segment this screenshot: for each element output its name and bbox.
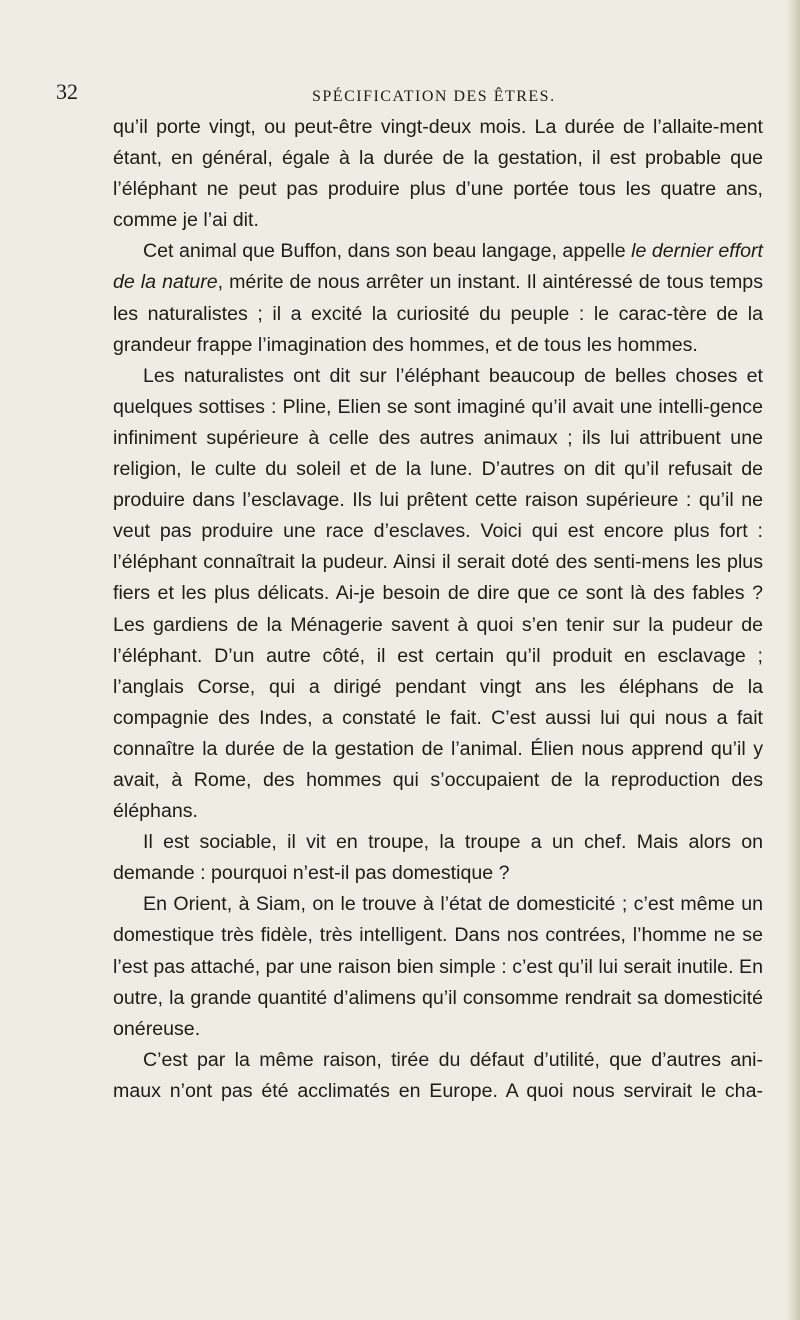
paragraph-3 bbox=[113, 361, 763, 827]
running-head: SPÉCIFICATION DES ÊTRES. bbox=[312, 88, 556, 105]
paragraph-2 bbox=[113, 236, 763, 360]
body-text bbox=[113, 112, 763, 1107]
paragraph-text: En Orient, à Siam, on le trouve à l’état de domesticité ; c’est même un domestique très fidèle, très intelligent. Dans nos contrées, l’homme ne se l’est pas attaché, par une raison bien simple : c’est qu’il lui serait inutile. En outre, la grande quantité d’alimens qu’il consomme rendrait sa domesticité onéreuse. bbox=[113, 893, 763, 1040]
paragraph-5 bbox=[113, 889, 763, 1044]
paragraph-text: , mérite de nous arrêter un instant. Il aintéressé de tous temps les naturalistes ; il a excité la curiosité du peuple : le carac-tère de la grandeur frappe l’imagination des hommes, et de tous les hommes. bbox=[113, 271, 763, 356]
paragraph-1 bbox=[113, 112, 763, 236]
page-edge-shadow bbox=[786, 0, 800, 1320]
quoted-title: le dernier effort de la nature bbox=[113, 240, 764, 294]
paragraph-text: Cet animal que Buffon, dans son beau langage, appelle bbox=[143, 240, 632, 263]
paragraph-text: Il est sociable, il vit en troupe, la troupe a un chef. Mais alors on demande : pourquoi n’est-il pas domestique ? bbox=[113, 831, 763, 885]
paragraph-4 bbox=[113, 827, 763, 889]
paragraph-6 bbox=[113, 1045, 763, 1107]
page-number: 32 bbox=[56, 79, 78, 104]
paragraph-text: C’est par la même raison, tirée du défaut d’utilité, que d’autres ani-maux n’ont pas été acclimatés en Europe. A quoi nous servirait le cha- bbox=[113, 1048, 763, 1102]
paragraph-text: Les naturalistes ont dit sur l’éléphant beaucoup de belles choses et quelques sottises : Pline, Elien se sont imaginé qu’il avait une intelli-gence infiniment supérieure à celle des autres animaux ; ils lui attribuent une religion, le culte du soleil et de la lune. D’autres on dit qu’il refusait de produire dans l’esclavage. Ils lui prêtent cette raison supérieure : qu’il ne veut pas produire une race d’esclaves. Voici qui est encore plus fort : l’éléphant connaîtrait la pudeur. Ainsi il serait doté des senti-mens les plus fiers et les plus délicats. Ai-je besoin de dire que ce sont là des fables ? Les gardiens de la Ménagerie savent à quoi s’en tenir sur la pudeur de l’éléphant. D’un autre côté, il est certain qu’il produit en esclavage ; l’anglais Corse, qui a dirigé pendant vingt ans les éléphans de la compagnie des Indes, a constaté le fait. C’est aussi lui qui nous a fait connaître la durée de la gestation de l’animal. Élien nous apprend qu’il y avait, à Rome, des hommes qui s’occupaient de la reproduction des éléphans. bbox=[113, 364, 763, 823]
paragraph-text: qu’il porte vingt, ou peut-être vingt-deux mois. La durée de l’allaite-ment étant, en général, égale à la durée de la gestation, il est probable que l’éléphant ne peut pas produire plus d’une portée tous les quatre ans, comme je l’ai dit. bbox=[113, 116, 763, 232]
